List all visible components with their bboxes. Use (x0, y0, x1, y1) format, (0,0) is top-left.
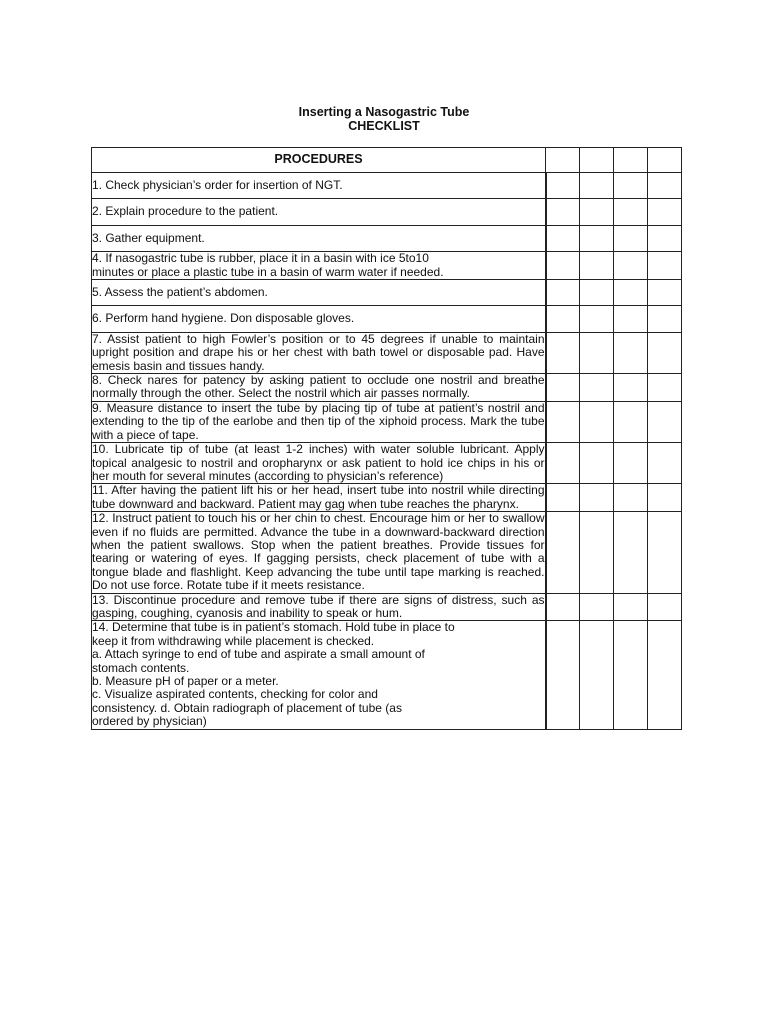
procedure-step-cell (92, 512, 546, 593)
check-box-cell[interactable] (546, 332, 580, 373)
check-box-cell[interactable] (614, 443, 648, 484)
check-box-cell[interactable] (546, 225, 580, 251)
check-box-cell[interactable] (546, 593, 580, 621)
table-header-row (92, 148, 682, 173)
check-box-cell[interactable] (648, 173, 682, 199)
procedures-column-header: PROCEDURES (92, 148, 546, 173)
procedure-step-text: 4. If nasogastric tube is rubber, place it in a basin with ice 5to10 (92, 251, 429, 266)
procedure-step-cell (92, 306, 546, 332)
check-box-cell[interactable] (648, 332, 682, 373)
check-box-cell[interactable] (580, 332, 614, 373)
check-box-cell[interactable] (546, 512, 580, 593)
procedure-step-text: 10. Lubricate tip of tube (at least 1-2 inches) with water soluble lubricant. Apply topical analgesic to nostril and oropharynx or ask patient to hold ice chips in his or her mouth for several minutes (according to physician’s reference) (92, 442, 545, 483)
check-box-cell[interactable] (580, 512, 614, 593)
check-box-cell[interactable] (614, 306, 648, 332)
procedure-step-text: 14. Determine that tube is in patient’s stomach. Hold tube in place to (92, 620, 455, 635)
table-row (92, 621, 682, 729)
procedure-step-text: 3. Gather equipment. (92, 230, 205, 245)
check-box-cell[interactable] (546, 374, 580, 402)
procedure-step-text: b. Measure pH of paper or a meter. (92, 674, 279, 688)
table-row (92, 484, 682, 512)
check-box-cell[interactable] (580, 484, 614, 512)
table-row (92, 199, 682, 225)
check-box-cell[interactable] (546, 621, 580, 729)
check-box-cell[interactable] (648, 621, 682, 729)
check-box-cell[interactable] (580, 306, 614, 332)
check-box-cell[interactable] (546, 484, 580, 512)
check-box-cell[interactable] (648, 199, 682, 225)
table-row (92, 173, 682, 199)
check-box-cell[interactable] (580, 173, 614, 199)
procedure-checklist-table (91, 147, 682, 730)
procedure-step-text: 8. Check nares for patency by asking patient to occlude one nostril and breathe normally through the other. Select the nostril which air passes normally. (92, 373, 545, 401)
procedure-step-text: 13. Discontinue procedure and remove tube if there are signs of distress, such as gasping, coughing, cyanosis and inability to speak or hum. (92, 592, 545, 620)
check-box-cell[interactable] (614, 401, 648, 442)
check-box-cell[interactable] (580, 225, 614, 251)
check-box-cell[interactable] (648, 252, 682, 280)
document-title-block (0, 105, 768, 133)
check-box-cell[interactable] (648, 280, 682, 306)
check-box-cell[interactable] (614, 512, 648, 593)
check-box-cell[interactable] (580, 401, 614, 442)
procedure-step-text: minutes or place a plastic tube in a basin of warm water if needed. (92, 264, 444, 279)
procedure-step-text: stomach contents. (92, 660, 190, 675)
check-box-cell[interactable] (648, 443, 682, 484)
check-column-header (580, 148, 614, 173)
check-box-cell[interactable] (614, 280, 648, 306)
check-box-cell[interactable] (648, 593, 682, 621)
procedure-step-text: 9. Measure distance to insert the tube by placing tip of tube at patient’s nostril and extending to the tip of the earlobe and then tip of the xiphoid process. Mark the tube with a piece of tape. (92, 400, 545, 442)
procedure-step-text: a. Attach syringe to end of tube and aspirate a small amount of (92, 647, 425, 662)
table-row (92, 225, 682, 251)
check-box-cell[interactable] (614, 332, 648, 373)
table-row (92, 443, 682, 484)
check-column-header (614, 148, 648, 173)
check-box-cell[interactable] (614, 374, 648, 402)
check-box-cell[interactable] (614, 621, 648, 729)
check-box-cell[interactable] (614, 199, 648, 225)
procedure-step-text: 7. Assist patient to high Fowler’s position or to 45 degrees if unable to maintain upright position and drape his or her chest with bath towel or disposable pad. Have emesis basin and tissues handy. (92, 331, 545, 373)
check-box-cell[interactable] (614, 173, 648, 199)
check-column-header (648, 148, 682, 173)
check-box-cell[interactable] (580, 593, 614, 621)
table-row (92, 280, 682, 306)
check-box-cell[interactable] (580, 443, 614, 484)
check-box-cell[interactable] (648, 484, 682, 512)
procedure-step-cell (92, 252, 546, 280)
document-subtitle: CHECKLIST (348, 119, 420, 133)
check-box-cell[interactable] (580, 280, 614, 306)
procedure-step-cell (92, 374, 546, 402)
check-box-cell[interactable] (580, 199, 614, 225)
check-box-cell[interactable] (580, 621, 614, 729)
procedure-step-cell (92, 332, 546, 373)
procedure-step-cell (92, 225, 546, 251)
procedure-step-text: keep it from withdrawing while placement is checked. (92, 633, 375, 648)
check-box-cell[interactable] (546, 252, 580, 280)
check-box-cell[interactable] (546, 280, 580, 306)
procedure-step-text: 6. Perform hand hygiene. Don disposable gloves. (92, 311, 355, 326)
table-row (92, 593, 682, 621)
procedure-step-text: consistency. d. Obtain radiograph of placement of tube (as (92, 700, 402, 715)
table-row (92, 306, 682, 332)
check-box-cell[interactable] (546, 401, 580, 442)
procedure-step-text: ordered by physician) (92, 714, 207, 729)
check-box-cell[interactable] (546, 443, 580, 484)
table-row (92, 332, 682, 373)
check-box-cell[interactable] (546, 173, 580, 199)
check-box-cell[interactable] (614, 593, 648, 621)
table-row (92, 374, 682, 402)
procedure-step-text: 1. Check physician’s order for insertion of NGT. (92, 178, 343, 192)
procedure-step-cell (92, 484, 546, 512)
procedure-step-text: 11. After having the patient lift his or her head, insert tube into nostril while directing tube downward and backward. Patient may gag when tube reaches the pharynx. (92, 483, 545, 511)
check-box-cell[interactable] (614, 484, 648, 512)
table-row (92, 512, 682, 593)
procedure-step-cell (92, 199, 546, 225)
check-box-cell[interactable] (648, 225, 682, 251)
check-box-cell[interactable] (614, 225, 648, 251)
table-row (92, 252, 682, 280)
check-box-cell[interactable] (580, 252, 614, 280)
check-box-cell[interactable] (648, 401, 682, 442)
procedure-step-cell (92, 443, 546, 484)
procedure-step-text: 12. Instruct patient to touch his or her chin to chest. Encourage him or her to swallow even if no fluids are permitted. Advance the tube in a downward-backward direction when the patient swallows. Stop when the patient breathes. Provide tissues for tearing or watering of eyes. If gagging persists, check placement of tube with a tongue blade and flashlight. Keep advancing the tube until tape marking is reached. Do not use force. Rotate tube if it meets resistance. (92, 511, 545, 593)
procedure-step-text: 2. Explain procedure to the patient. (92, 204, 279, 219)
check-column-header (546, 148, 580, 173)
procedure-step-cell (92, 401, 546, 442)
procedure-step-cell (92, 621, 546, 729)
check-box-cell[interactable] (614, 252, 648, 280)
document-title: Inserting a Nasogastric Tube (298, 105, 470, 119)
check-box-cell[interactable] (546, 199, 580, 225)
check-box-cell[interactable] (648, 512, 682, 593)
check-box-cell[interactable] (648, 306, 682, 332)
check-box-cell[interactable] (580, 374, 614, 402)
procedure-step-cell (92, 173, 546, 199)
procedure-step-text: c. Visualize aspirated contents, checking for color and (92, 687, 378, 702)
table-row (92, 401, 682, 442)
check-box-cell[interactable] (648, 374, 682, 402)
check-box-cell[interactable] (546, 306, 580, 332)
procedure-step-text: 5. Assess the patient’s abdomen. (92, 285, 268, 300)
procedure-step-cell (92, 280, 546, 306)
procedure-step-cell (92, 593, 546, 621)
